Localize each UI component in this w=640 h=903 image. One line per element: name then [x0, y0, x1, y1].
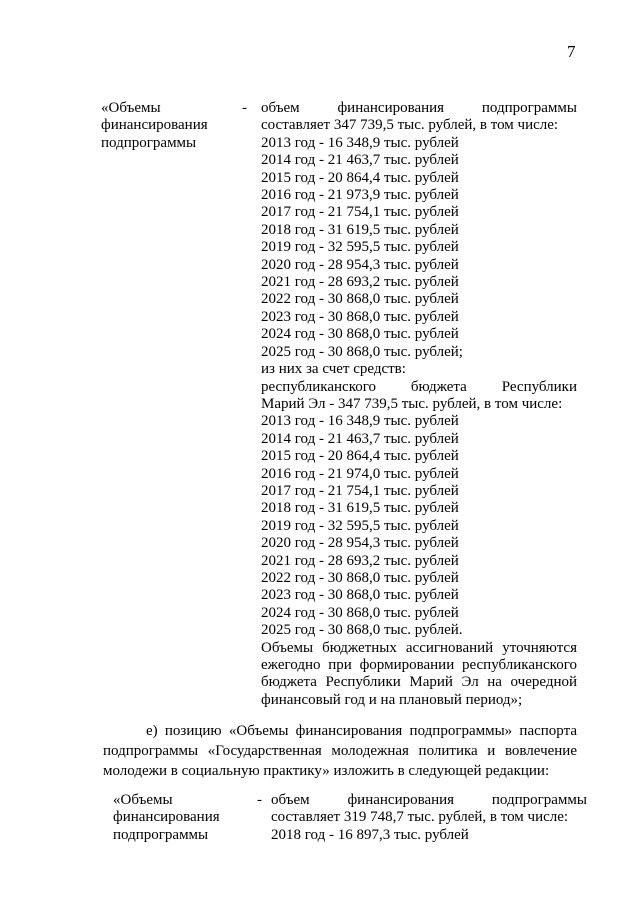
year-line: 2018 год - 16 897,3 тыс. рублей	[271, 826, 469, 843]
paragraph-line: молодежи в социальную практику» изложить в следующей редакции:	[103, 763, 550, 779]
year-line: 2025 год - 30 868,0 тыс. рублей.	[261, 622, 463, 639]
year-line: 2015 год - 20 864,4 тыс. рублей	[261, 169, 459, 186]
financing-details-2	[271, 792, 587, 844]
page-number: 7	[567, 42, 576, 61]
year-line: 2018 год - 31 619,5 тыс. рублей	[261, 500, 459, 517]
year-line: 2023 год - 30 868,0 тыс. рублей	[261, 587, 459, 604]
year-line: 2020 год - 28 954,3 тыс. рублей	[261, 256, 459, 273]
dash-separator: -	[257, 792, 262, 808]
year-line: 2017 год - 21 754,1 тыс. рублей	[261, 204, 459, 221]
financing-label-2	[113, 792, 220, 844]
year-line: 2015 год - 20 864,4 тыс. рублей	[261, 448, 459, 465]
intro-line: составляет 319 748,7 тыс. рублей, в том числе:	[271, 809, 569, 826]
year-line: 2021 год - 28 693,2 тыс. рублей	[261, 274, 459, 291]
year-line: 2025 год - 30 868,0 тыс. рублей;	[261, 343, 463, 360]
paragraph-line: подпрограммы «Государственная молодежная политика и вовлечение	[103, 743, 577, 759]
year-line: 2019 год - 32 595,5 тыс. рублей	[261, 239, 459, 256]
year-line: 2024 год - 30 868,0 тыс. рублей	[261, 604, 459, 621]
year-line: 2013 год - 16 348,9 тыс. рублей	[261, 413, 459, 430]
note-line: Объемы бюджетных ассигнований уточняются	[261, 639, 577, 656]
dash-separator: -	[242, 100, 247, 116]
year-line: 2023 год - 30 868,0 тыс. рублей	[261, 308, 459, 325]
year-line: 2016 год - 21 974,0 тыс. рублей	[261, 465, 459, 482]
year-line: 2017 год - 21 754,1 тыс. рублей	[261, 482, 459, 499]
label-line: «Объемы	[101, 100, 161, 116]
year-line: 2022 год - 30 868,0 тыс. рублей	[261, 291, 459, 308]
label-line: подпрограммы	[101, 134, 197, 151]
year-line: 2024 год - 30 868,0 тыс. рублей	[261, 326, 459, 343]
year-line: 2020 год - 28 954,3 тыс. рублей	[261, 535, 459, 552]
year-line: 2022 год - 30 868,0 тыс. рублей	[261, 569, 459, 586]
budget-line: республиканского бюджета Республики	[261, 378, 577, 395]
source-line: из них за счет средств:	[261, 361, 406, 378]
year-line: 2014 год - 21 463,7 тыс. рублей	[261, 430, 459, 447]
year-line: 2019 год - 32 595,5 тыс. рублей	[261, 517, 459, 534]
financing-label-1	[101, 100, 208, 152]
note-line: финансовый год и на плановый период»;	[261, 691, 523, 708]
note-line: бюджета Республики Марий Эл на очередной	[261, 674, 577, 691]
intro-line: составляет 347 739,5 тыс. рублей, в том числе:	[261, 117, 559, 134]
year-line: 2014 год - 21 463,7 тыс. рублей	[261, 152, 459, 169]
year-line: 2021 год - 28 693,2 тыс. рублей	[261, 552, 459, 569]
paragraph-line: е) позицию «Объемы финансирования подпрограммы» паспорта	[146, 723, 577, 739]
paragraph-e	[103, 721, 577, 781]
label-line: «Объемы	[113, 792, 173, 808]
budget-line: Марий Эл - 347 739,5 тыс. рублей, в том числе:	[261, 395, 563, 412]
label-line: подпрограммы	[113, 826, 209, 843]
year-line: 2013 год - 16 348,9 тыс. рублей	[261, 134, 459, 151]
label-line: финансирования	[101, 117, 208, 134]
label-line: финансирования	[113, 809, 220, 826]
intro-line: объем финансирования подпрограммы	[261, 100, 577, 116]
financing-details-1	[261, 100, 577, 709]
year-line: 2018 год - 31 619,5 тыс. рублей	[261, 221, 459, 238]
intro-line: объем финансирования подпрограммы	[271, 792, 587, 808]
note-line: ежегодно при формировании республиканского	[261, 657, 577, 673]
year-line: 2016 год - 21 973,9 тыс. рублей	[261, 187, 459, 204]
